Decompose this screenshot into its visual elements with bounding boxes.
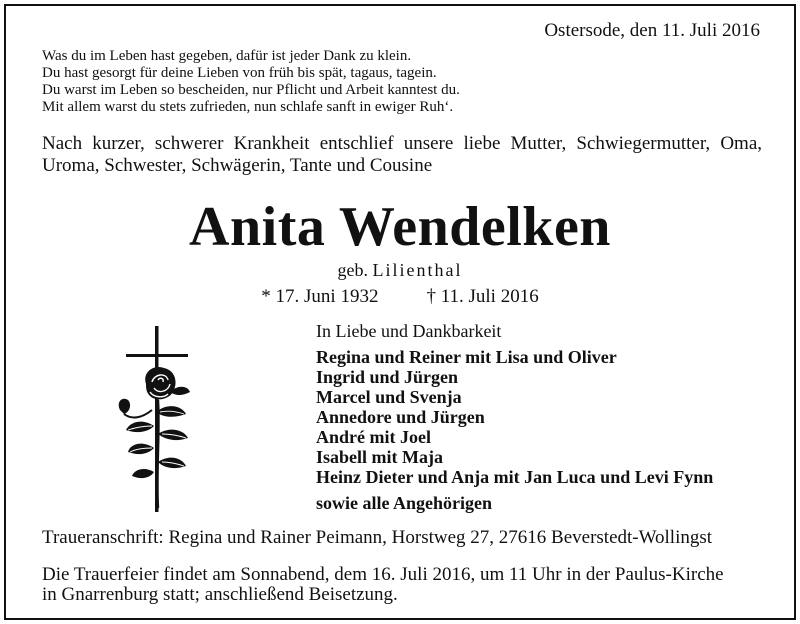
poem-line: Mit allem warst du stets zufrieden, nun schlafe sanft in ewiger Ruh‘. (42, 99, 454, 115)
poem-line: Du hast gesorgt für deine Lieben von früh bis spät, tagaus, tagein. (42, 65, 437, 81)
ceremony-info (42, 565, 724, 605)
mourner-entry: Annedore und Jürgen (316, 407, 485, 427)
ceremony-line: in Gnarrenburg statt; anschließend Beisetzung. (42, 584, 398, 605)
poem (42, 48, 460, 116)
deceased-name: Anita Wendelken (189, 196, 611, 258)
mourner-entry: Isabell mit Maja (316, 447, 443, 467)
mourner-entry: Regina und Reiner mit Lisa und Oliver (316, 347, 617, 367)
mourner-entry: André mit Joel (316, 427, 431, 447)
nee-prefix: geb. (337, 260, 368, 280)
maiden-name: Lilienthal (372, 260, 463, 280)
place-date: Ostersode, den 11. Juli 2016 (544, 20, 760, 41)
mourner-entry: Heinz Dieter und Anja mit Jan Luca und Levi Fynn (316, 467, 714, 487)
mourner-entry: Ingrid und Jürgen (316, 367, 459, 387)
poem-line: Du warst im Leben so bescheiden, nur Pflicht und Arbeit kanntest du. (42, 82, 460, 98)
birth-name (0, 260, 800, 281)
cross-with-rose-icon (112, 322, 204, 514)
intro-text: Nach kurzer, schwerer Krankheit entschlief unsere liebe Mutter, Schwiegermutter, Oma, Uroma, Schwester, Schwägerin, Tante und Cousine (42, 133, 762, 176)
life-dates (0, 286, 800, 308)
mourners-list (316, 347, 713, 513)
birth-date: * 17. Juni 1932 (261, 286, 379, 307)
mourner-entry: Marcel und Svenja (316, 387, 462, 407)
death-date: † 11. Juli 2016 (426, 286, 539, 307)
mourner-entry: sowie alle Angehörigen (316, 493, 492, 513)
poem-line: Was du im Leben hast gegeben, dafür ist jeder Dank zu klein. (42, 48, 412, 64)
thanks-intro: In Liebe und Dankbarkeit (316, 321, 502, 341)
mourning-address: Traueranschrift: Regina und Rainer Peimann, Horstweg 27, 27616 Beverstedt-Wollingst (42, 527, 713, 548)
ceremony-line: Die Trauerfeier findet am Sonnabend, dem 16. Juli 2016, um 11 Uhr in der Paulus-Kirche (42, 564, 724, 585)
